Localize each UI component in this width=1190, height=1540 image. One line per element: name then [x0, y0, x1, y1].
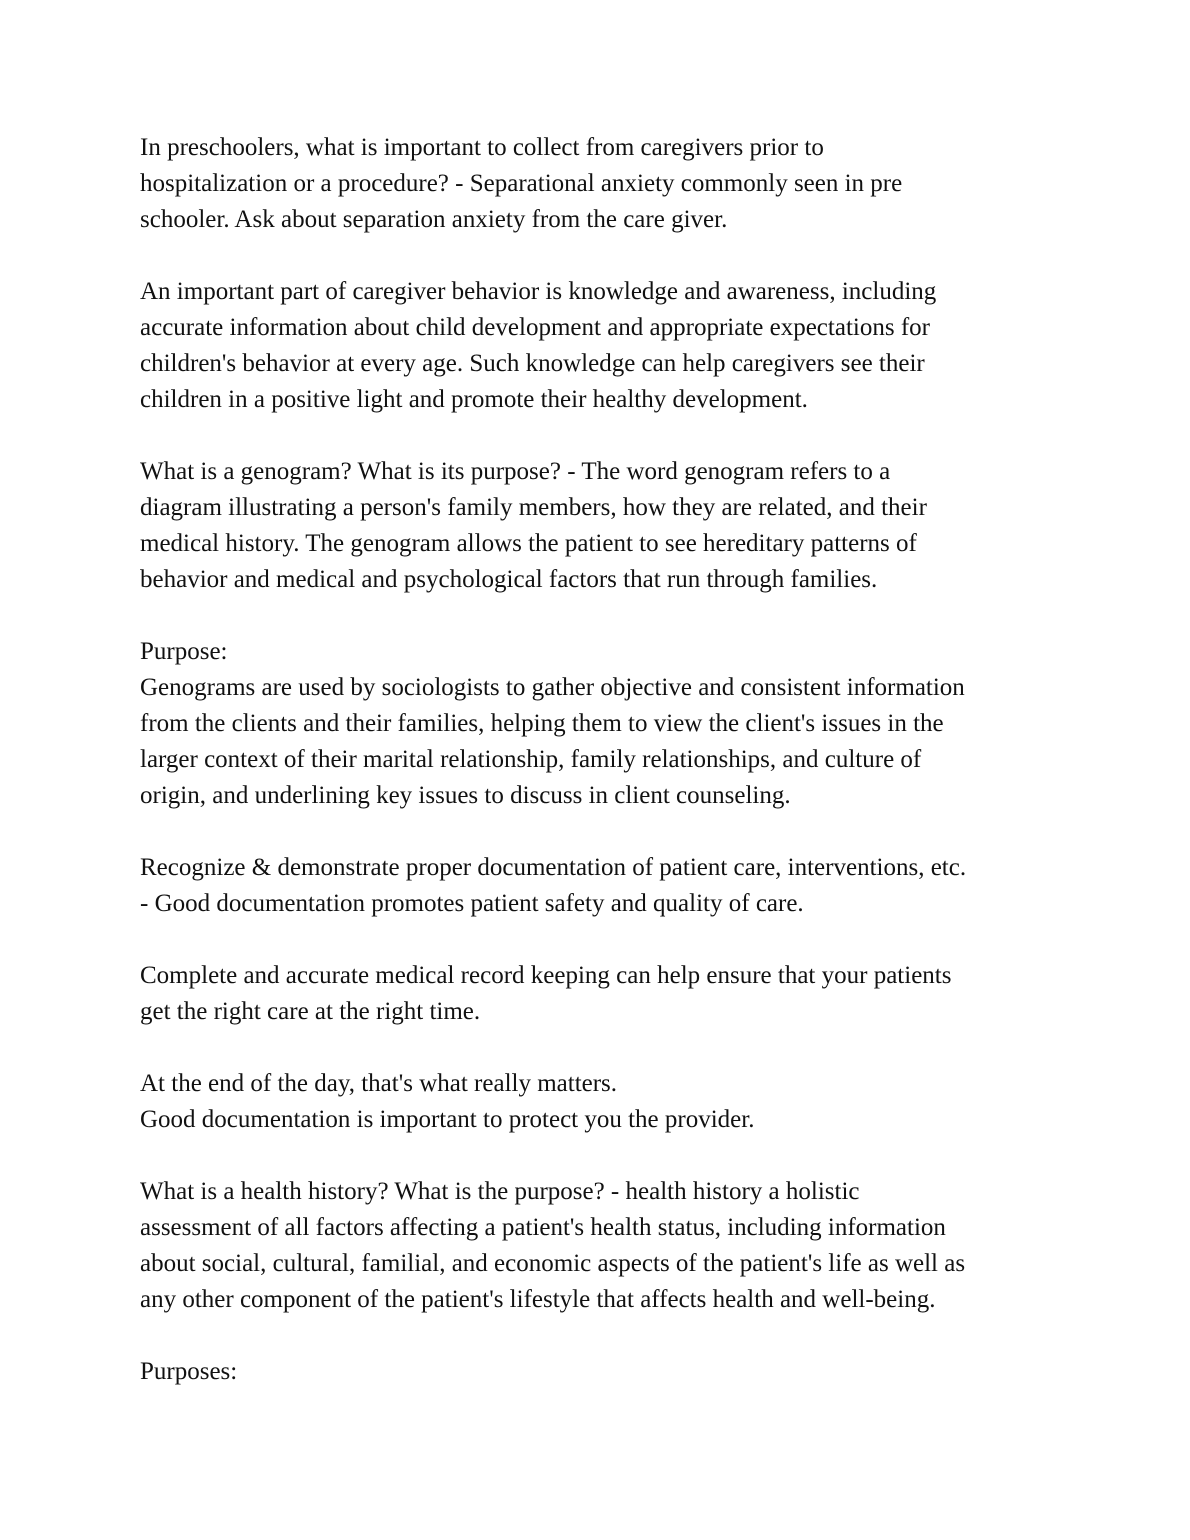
paragraph: [140, 634, 1100, 814]
text-line: behavior and medical and psychological factors that run through families.: [140, 566, 878, 593]
text-line: An important part of caregiver behavior is knowledge and awareness, including: [140, 278, 937, 305]
document-page: [140, 130, 1100, 1426]
text-line: - Good documentation promotes patient safety and quality of care.: [140, 890, 804, 917]
text-line: In preschoolers, what is important to collect from caregivers prior to: [140, 134, 824, 161]
paragraph: [140, 958, 1100, 1030]
text-line: hospitalization or a procedure? - Separational anxiety commonly seen in pre: [140, 170, 903, 197]
paragraph: [140, 1354, 1100, 1390]
paragraph: [140, 274, 1100, 418]
text-line: Good documentation is important to protect you the provider.: [140, 1106, 755, 1133]
text-line: assessment of all factors affecting a patient's health status, including information: [140, 1214, 946, 1241]
text-line: from the clients and their families, helping them to view the client's issues in the: [140, 710, 944, 737]
paragraph: [140, 850, 1100, 922]
text-line: larger context of their marital relationship, family relationships, and culture of: [140, 746, 922, 773]
paragraph: [140, 454, 1100, 598]
paragraph: [140, 130, 1100, 238]
text-line: get the right care at the right time.: [140, 998, 481, 1025]
text-line: children in a positive light and promote their healthy development.: [140, 386, 808, 413]
paragraph: [140, 1066, 1100, 1138]
text-line: medical history. The genogram allows the patient to see hereditary patterns of: [140, 530, 917, 557]
text-line: Genograms are used by sociologists to gather objective and consistent information: [140, 674, 965, 701]
paragraph: [140, 1174, 1100, 1318]
text-line: Purpose:: [140, 638, 228, 665]
text-line: about social, cultural, familial, and economic aspects of the patient's life as well as: [140, 1250, 966, 1277]
text-line: accurate information about child development and appropriate expectations for: [140, 314, 930, 341]
text-line: diagram illustrating a person's family members, how they are related, and their: [140, 494, 927, 521]
text-line: What is a genogram? What is its purpose? - The word genogram refers to a: [140, 458, 891, 485]
text-line: schooler. Ask about separation anxiety from the care giver.: [140, 206, 728, 233]
text-line: origin, and underlining key issues to discuss in client counseling.: [140, 782, 791, 809]
text-line: What is a health history? What is the purpose? - health history a holistic: [140, 1178, 860, 1205]
text-line: At the end of the day, that's what really matters.: [140, 1070, 618, 1097]
text-line: children's behavior at every age. Such knowledge can help caregivers see their: [140, 350, 925, 377]
text-line: Purposes:: [140, 1358, 238, 1385]
text-line: Complete and accurate medical record keeping can help ensure that your patients: [140, 962, 952, 989]
text-line: any other component of the patient's lifestyle that affects health and well-being.: [140, 1286, 936, 1313]
text-line: Recognize & demonstrate proper documentation of patient care, interventions, etc.: [140, 854, 967, 881]
